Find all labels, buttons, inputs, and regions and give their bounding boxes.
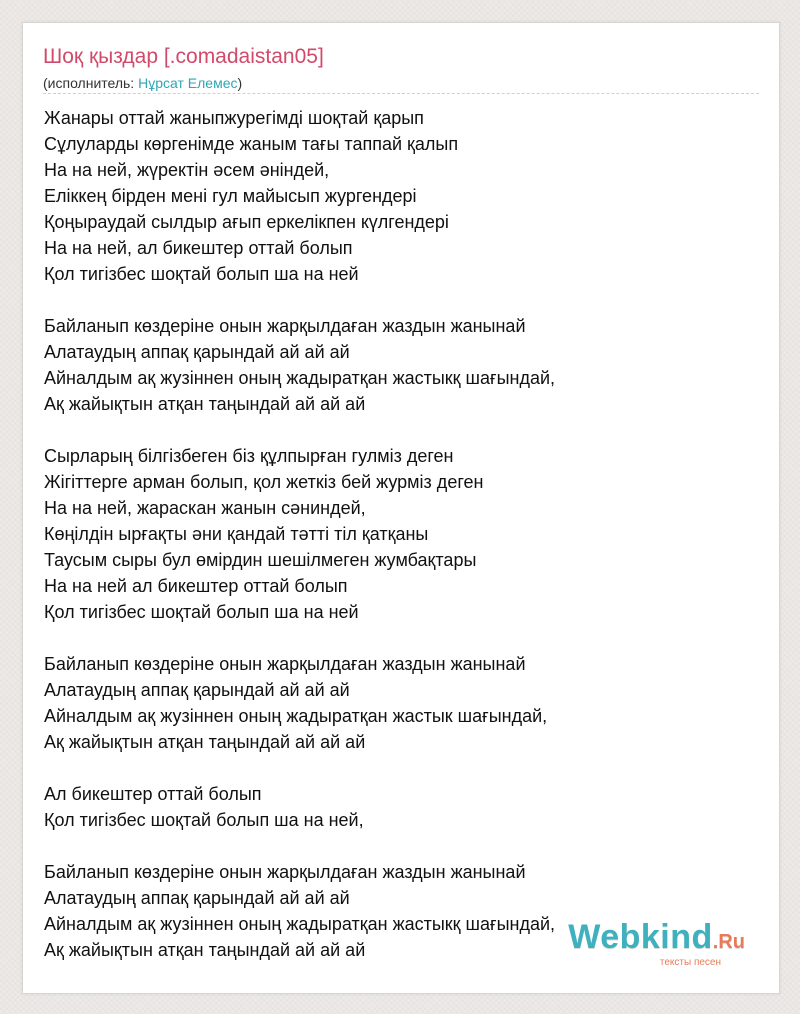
- lyrics-line: Ақ жайықтын атқан таңындай ай ай ай: [44, 394, 366, 414]
- lyrics-verse: [44, 105, 764, 287]
- lyrics-line: Қоңыраудай сылдыр ағып еркелікпен күлгендері: [44, 212, 449, 232]
- performer-suffix: ): [237, 75, 243, 91]
- lyrics-card: [22, 22, 780, 994]
- lyrics-line: Ақ жайықтын атқан таңындай ай ай ай: [44, 940, 366, 960]
- logo-wordmark: [568, 920, 745, 959]
- lyrics-verse: [44, 651, 764, 755]
- lyrics-line: Қол тигізбес шоқтай болып ша на ней,: [44, 810, 364, 830]
- song-title: Шоқ қыздар [.comadaistan05]: [43, 45, 324, 68]
- lyrics-line: Ақ жайықтын атқан таңындай ай ай ай: [44, 732, 366, 752]
- lyrics-line: Ал бикештер оттай болып: [44, 784, 262, 804]
- lyrics-line: Қол тигізбес шоқтай болып ша на ней: [44, 264, 359, 284]
- lyrics-line: Айналдым ақ жузіннен оның жадыратқан жастык шағындай,: [44, 706, 548, 726]
- lyrics-line: На на ней, жараскан жанын сәниндей,: [44, 498, 366, 518]
- performer-link[interactable]: Нұрсат Елемес: [138, 75, 238, 91]
- lyrics-line: На на ней ал бикештер оттай болып: [44, 576, 348, 596]
- lyrics-line: Айналдым ақ жузіннен оның жадыратқан жастыкқ шағындай,: [44, 914, 556, 934]
- logo-tld-text: .Ru: [712, 931, 745, 953]
- lyrics-line: Таусым сыры бул өмірдин шешілмеген жумбақтары: [44, 550, 477, 570]
- logo-tagline: тексты песен: [659, 957, 721, 968]
- performer-line: [43, 74, 242, 92]
- logo-main-text: Webkind: [568, 918, 713, 956]
- lyrics-verse: [44, 443, 764, 625]
- lyrics-line: Байланып көздеріне онын жарқылдаған жаздын жанынай: [44, 316, 526, 336]
- lyrics-line: Сұлуларды көргенімде жаным тағы таппай қалып: [44, 134, 459, 154]
- lyrics-line: Байланып көздеріне онын жарқылдаған жаздын жанынай: [44, 862, 526, 882]
- dashed-divider: [43, 93, 759, 94]
- webkind-logo[interactable]: [568, 920, 745, 969]
- lyrics-line: Көңілдін ырғақты әни қандай тәтті тіл қатқаны: [44, 524, 429, 544]
- lyrics-line: Айналдым ақ жузіннен оның жадыратқан жастыкқ шағындай,: [44, 368, 556, 388]
- lyrics-line: Байланып көздеріне онын жарқылдаған жаздын жанынай: [44, 654, 526, 674]
- lyrics-line: Алатаудың аппақ қарындай ай ай ай: [44, 680, 350, 700]
- performer-prefix: (исполнитель:: [43, 75, 139, 91]
- lyrics-line: Жігіттерге арман болып, қол жеткіз бей журміз деген: [44, 472, 484, 492]
- lyrics-line: Алатаудың аппақ қарындай ай ай ай: [44, 888, 350, 908]
- lyrics-line: На на ней, жүректін әсем әніндей,: [44, 160, 330, 180]
- lyrics-line: Қол тигізбес шоқтай болып ша на ней: [44, 602, 359, 622]
- lyrics-verse: [44, 781, 764, 833]
- lyrics-text: [44, 105, 764, 963]
- lyrics-line: Сырларың білгізбеген біз құлпырған гулміз деген: [44, 446, 454, 466]
- lyrics-verse: [44, 313, 764, 417]
- lyrics-line: Алатаудың аппақ қарындай ай ай ай: [44, 342, 350, 362]
- lyrics-line: На на ней, ал бикештер оттай болып: [44, 238, 353, 258]
- lyrics-line: Жанары оттай жаныпжурегімді шоқтай қарып: [44, 108, 424, 128]
- lyrics-line: Еліккең бірден мені гул майысып жургендері: [44, 186, 417, 206]
